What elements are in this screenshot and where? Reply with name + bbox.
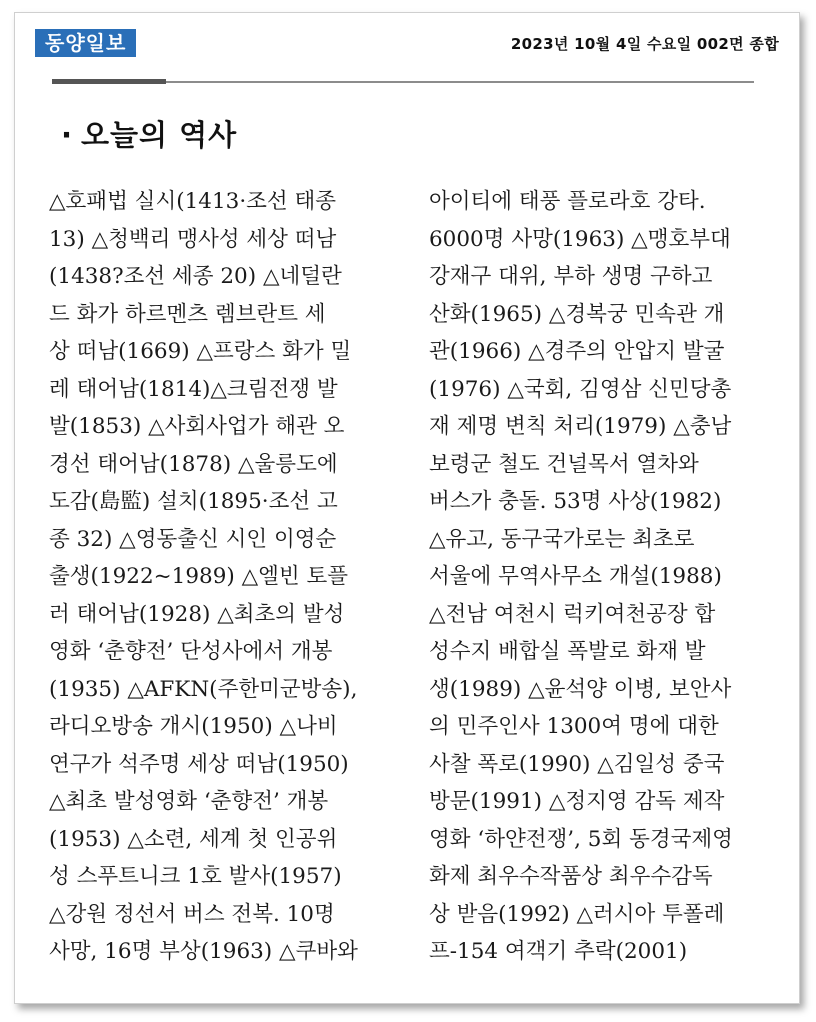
article-line: (1953) △소련, 세계 첫 인공위 xyxy=(49,826,338,852)
article-line: 생(1989) △윤석양 이병, 보안사 xyxy=(429,676,732,702)
article-line: 드 화가 하르멘츠 렘브란트 세 xyxy=(49,301,326,327)
article-line: △유고, 동구국가로는 최초로 xyxy=(429,526,695,552)
article-line: 보령군 철도 건널목서 열차와 xyxy=(429,451,699,477)
article-line: △최초 발성영화 ‘춘향전’ 개봉 xyxy=(49,789,329,814)
article-line: 서울에 무역사무소 개설(1988) xyxy=(429,564,722,589)
article-line: (1438?조선 세종 20) △네덜란 xyxy=(49,264,342,289)
title-bullet: · xyxy=(61,118,74,152)
article-line: 버스가 충돌. 53명 사상(1982) xyxy=(429,489,722,514)
article-line: 사망, 16명 부상(1963) △쿠바와 xyxy=(49,939,358,964)
article-line: 상 받음(1992) △러시아 투폴레 xyxy=(429,901,725,927)
article-line: 재 제명 변칙 처리(1979) △충남 xyxy=(429,414,732,439)
article-line: 영화 ‘춘향전’ 단성사에서 개봉 xyxy=(49,639,333,664)
header-rule xyxy=(166,81,754,83)
article-column-left xyxy=(49,183,387,971)
article-line: 라디오방송 개시(1950) △나비 xyxy=(49,714,338,739)
article-line: 산화(1965) △경복궁 민속관 개 xyxy=(429,301,725,327)
article-line: 강재구 대위, 부하 생명 구하고 xyxy=(429,264,713,289)
article-line: (1935) △AFKN(주한미군방송), xyxy=(49,676,358,702)
article-line: 종 32) △영동출신 시인 이영순 xyxy=(49,526,337,552)
header-rule-accent xyxy=(52,79,166,84)
section-title-text: 오늘의 역사 xyxy=(81,118,238,152)
article-line: 6000명 사망(1963) △맹호부대 xyxy=(429,226,731,252)
article-line: 연구가 석주명 세상 떠남(1950) xyxy=(49,751,349,777)
article-line: 상 떠남(1669) △프랑스 화가 밀 xyxy=(49,339,352,364)
article-line: 아이티에 태풍 플로라호 강타. xyxy=(429,189,706,214)
article-line: 성수지 배합실 폭발로 화재 발 xyxy=(429,639,706,664)
article-line: 도감(島監) 설치(1895·조선 고 xyxy=(49,489,338,514)
article-body xyxy=(49,183,769,973)
article-line: △호패법 실시(1413·조선 태종 xyxy=(49,189,337,214)
article-line: 출생(1922~1989) △엘빈 토플 xyxy=(49,564,349,589)
article-line: 13) △청백리 맹사성 세상 떠남 xyxy=(49,226,337,252)
newspaper-logo: 동양일보 xyxy=(35,29,136,57)
article-line: (1976) △국회, 김영삼 신민당총 xyxy=(429,376,732,402)
article-line: 화제 최우수작품상 최우수감독 xyxy=(429,864,713,889)
article-line: 성 스푸트니크 1호 발사(1957) xyxy=(49,864,342,889)
article-line: △강원 정선서 버스 전복. 10명 xyxy=(49,901,335,927)
dateline: 2023년 10월 4일 수요일 002면 종합 xyxy=(510,35,779,53)
article-line: 프-154 여객기 추락(2001) xyxy=(429,939,688,964)
article-line: 방문(1991) △정지영 감독 제작 xyxy=(429,789,725,814)
masthead xyxy=(35,29,779,63)
article-column-right xyxy=(429,183,767,971)
article-line: 러 태어남(1928) △최초의 발성 xyxy=(49,601,345,627)
article-line: 사찰 폭로(1990) △김일성 중국 xyxy=(429,751,725,777)
article-line: △전남 여천시 럭키여천공장 합 xyxy=(429,601,716,627)
article-line: 의 민주인사 1300여 명에 대한 xyxy=(429,714,719,739)
section-title xyxy=(61,113,237,154)
article-line: 관(1966) △경주의 안압지 발굴 xyxy=(429,339,725,364)
newspaper-clipping xyxy=(14,12,800,1004)
article-line: 발(1853) △사회사업가 해관 오 xyxy=(49,414,345,439)
article-line: 레 태어남(1814)△크림전쟁 발 xyxy=(49,376,338,402)
article-line: 영화 ‘하얀전쟁’, 5회 동경국제영 xyxy=(429,826,733,852)
article-line: 경선 태어남(1878) △울릉도에 xyxy=(49,451,338,477)
